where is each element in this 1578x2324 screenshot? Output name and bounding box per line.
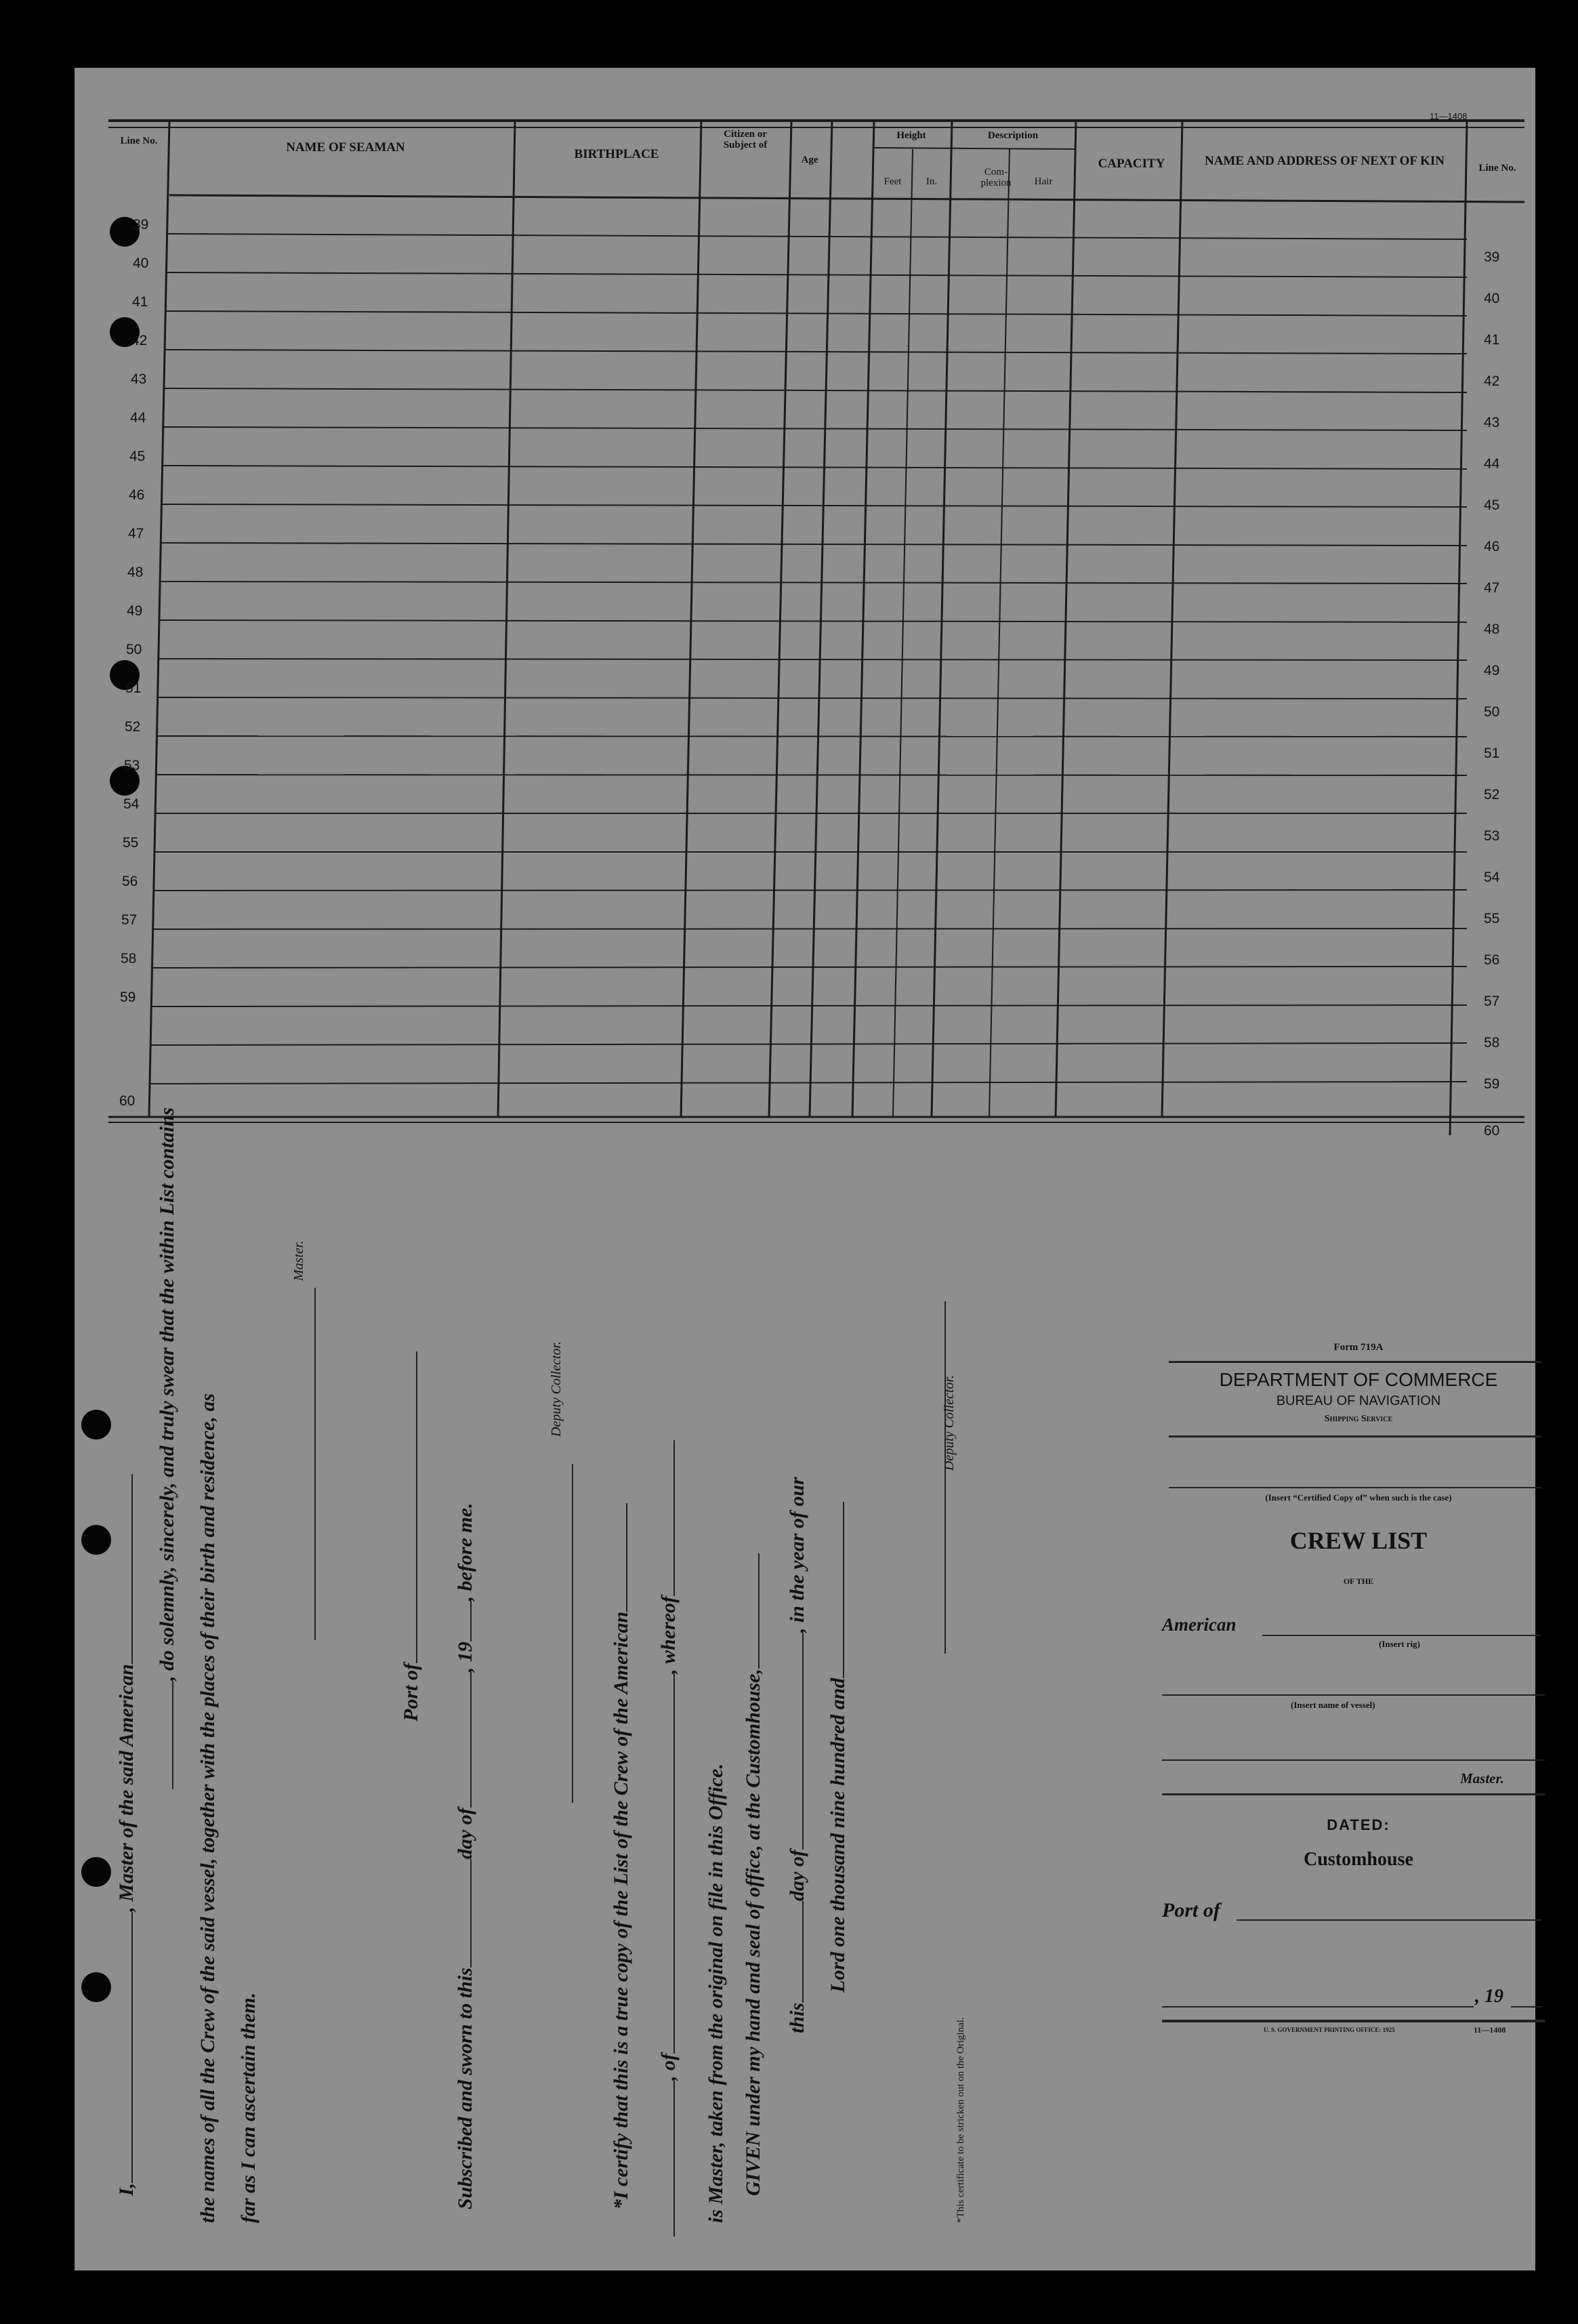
before-me: , before me. [454, 1503, 476, 1602]
line-number: 49 [127, 603, 143, 619]
line-number: 50 [1484, 704, 1500, 720]
oath-line-1 [156, 1107, 179, 1789]
is-master-text: is Master, taken from the original on file in this Office. [705, 1764, 727, 2223]
line-number: 57 [121, 912, 138, 928]
cover-year-19: , 19 [1475, 1986, 1503, 2007]
oath-deputy-collector [549, 1341, 564, 1437]
line-number: 40 [1484, 291, 1500, 306]
line-number: 51 [125, 680, 142, 696]
master-name-field[interactable] [131, 1912, 133, 2183]
cover-service: Shipping Service [1324, 1414, 1393, 1424]
header-birthplace: BIRTHPLACE [574, 147, 659, 161]
line-number: 39 [1484, 249, 1500, 265]
line-number: 45 [129, 449, 146, 464]
oath-line3: far as I can ascertain them. [237, 1992, 259, 2223]
line-number: 48 [127, 565, 144, 580]
subscribed-year-field[interactable] [470, 1601, 472, 1642]
deputy-collector-label: Deputy Collector. [549, 1341, 564, 1437]
cover-form-no: 11—1408 [1474, 2025, 1506, 2035]
oath-subscribed [454, 1503, 477, 2209]
line-number: 42 [131, 333, 148, 348]
port-field[interactable] [1237, 1919, 1541, 1921]
subscribed-year: , 19 [454, 1642, 476, 1673]
crew-table-grid [75, 68, 1535, 1152]
cover-rule [1162, 1793, 1545, 1795]
header-next-of-kin: NAME AND ADDRESS OF NEXT OF KIN [1204, 154, 1445, 168]
rig-field[interactable] [1262, 1635, 1541, 1636]
line-number: 48 [1484, 621, 1500, 637]
line-number: 53 [1484, 828, 1500, 844]
header-citizen: Citizen or Subject of [723, 129, 768, 150]
line-number: 55 [1484, 911, 1500, 926]
line-number: 58 [121, 951, 137, 966]
oath-line-3 [237, 1993, 260, 2223]
certified-copy-field[interactable] [1169, 1487, 1541, 1488]
cover-crew-list: CREW LIST [1289, 1527, 1428, 1554]
master-signature-field[interactable] [314, 1288, 316, 1640]
line-number: 44 [130, 410, 146, 426]
crew-list-page [75, 68, 1535, 2270]
certificate-deputy-signature [928, 1301, 951, 1654]
vessel-field[interactable] [131, 1474, 133, 1664]
cover-insert-certified: (Insert “Certified Copy of” when such is the case) [1265, 1492, 1452, 1503]
cover-customhouse: Customhouse [1304, 1849, 1413, 1870]
certify-day-field[interactable] [802, 1901, 804, 2003]
line-number: 49 [1484, 663, 1500, 678]
header-height: Height [896, 130, 926, 141]
certify-year-field[interactable] [843, 1502, 844, 1678]
cover-bureau: BUREAU OF NAVIGATION [1276, 1393, 1441, 1408]
line-number: 57 [1484, 994, 1500, 1009]
oath-port-of [400, 1351, 423, 1721]
date-field[interactable] [1162, 2006, 1474, 2007]
cover-dated: DATED: [1327, 1816, 1390, 1833]
master-label: Master. [291, 1240, 306, 1281]
cover-port-of: Port of [1162, 1899, 1220, 1921]
cover-american: American [1162, 1614, 1237, 1635]
certificate-line-2 [657, 1440, 680, 2237]
oath-line-i [115, 1474, 138, 2196]
line-number: 56 [122, 874, 138, 889]
oath-line1: , do solemnly, sincerely, and truly swear that the within List contains [156, 1107, 178, 1681]
cover-master: Master. [1460, 1770, 1504, 1787]
certificate-line-6 [827, 1502, 850, 1993]
cover-insert-rig: (Insert rig) [1379, 1639, 1421, 1649]
certify-text: *I certify that this is a true copy of the List of the Crew of the American [610, 1611, 632, 2209]
cert-deputy-label: Deputy Collector. [942, 1374, 957, 1471]
certify-master-field[interactable] [673, 1440, 675, 1596]
header-capacity: CAPACITY [1098, 157, 1165, 171]
cover-rule [1169, 1435, 1541, 1438]
certify-whereof: , whereof [657, 1596, 680, 1674]
punch-hole [81, 1410, 111, 1440]
certify-of: , of [657, 2054, 680, 2081]
certificate-line-1 [610, 1503, 633, 2209]
certificate-line-3 [705, 1764, 728, 2223]
header-description: Description [987, 130, 1039, 141]
header-feet: Feet [884, 176, 902, 187]
subscribed-day-field[interactable] [470, 1859, 472, 1968]
oath-line2: the names of all the Crew of the said vessel, together with the places of their birth and residence, as [196, 1393, 219, 2223]
line-number: 46 [1484, 539, 1500, 554]
cover-printing-office: U. S. GOVERNMENT PRINTING OFFICE: 1925 [1264, 2026, 1395, 2033]
year-field[interactable] [1511, 2006, 1541, 2007]
line-number: 47 [1484, 580, 1500, 596]
line-number: 52 [1484, 787, 1500, 802]
cover-department: DEPARTMENT OF COMMERCE [1219, 1369, 1498, 1390]
line-number: 39 [133, 217, 149, 232]
header-age: Age [801, 155, 818, 165]
certify-vessel-name-field[interactable] [673, 2081, 675, 2237]
line-number: 45 [1484, 497, 1500, 513]
port-field[interactable] [416, 1351, 417, 1663]
line-number: 59 [120, 990, 136, 1005]
punch-hole [81, 1525, 111, 1555]
line-number: 42 [1484, 373, 1500, 389]
footnote-text: *This certificate to be stricken out on the Original. [955, 2017, 966, 2223]
oath-master-label [291, 1241, 307, 1281]
certify-day-of: day of [786, 1850, 808, 1901]
header-complexion: Com-plexion [980, 167, 1012, 188]
line-number: 43 [131, 371, 147, 387]
oath-i: I, [115, 2182, 138, 2196]
header-line-no: Line No. [120, 136, 158, 146]
this-label: this [786, 2002, 808, 2033]
oath-line-2 [196, 1393, 220, 2223]
lord-text: Lord one thousand nine hundred and [827, 1677, 849, 1993]
subscribed-month-field[interactable] [470, 1672, 472, 1808]
cert-deputy-signature-field[interactable] [944, 1301, 946, 1654]
line-number: 40 [133, 256, 149, 271]
certify-vessel-field[interactable] [626, 1503, 627, 1612]
line-number: 44 [1484, 456, 1500, 472]
line-number: 41 [132, 294, 148, 310]
line-number: 58 [1484, 1035, 1500, 1051]
subscribed-label: Subscribed and sworn to this [454, 1968, 476, 2209]
header-hair: Hair [1034, 176, 1053, 187]
header-in: In. [926, 176, 938, 187]
given-text: GIVEN under my hand and seal of office, at the Customhouse, [742, 1669, 764, 2196]
certify-port-field[interactable] [673, 1674, 675, 2054]
cover-rule [1162, 2020, 1545, 2022]
customhouse-field[interactable] [758, 1553, 760, 1669]
oath-master-of: , Master of the said American [115, 1664, 138, 1912]
deputy-signature-field[interactable] [572, 1464, 573, 1803]
vessel-name-field[interactable] [172, 1681, 173, 1789]
punch-hole [81, 1972, 111, 2002]
punch-hole [81, 1857, 111, 1887]
line-number: 43 [1484, 415, 1500, 430]
certificate-line-5 [786, 1477, 809, 2033]
form-number-top: 11—1408 [1430, 111, 1468, 121]
master-name-field[interactable] [1162, 1759, 1545, 1761]
cover-insert-vessel: (Insert name of vessel) [1291, 1700, 1375, 1710]
line-number: 46 [129, 487, 145, 503]
header-line-no-right: Line No. [1478, 163, 1516, 174]
cover-rule [1169, 1361, 1541, 1363]
line-number: 60 [119, 1093, 136, 1109]
certify-month-field[interactable] [802, 1633, 804, 1850]
line-number: 54 [1484, 870, 1500, 885]
certificate-line-4 [742, 1553, 765, 2196]
line-number: 47 [128, 526, 144, 542]
line-number: 50 [126, 642, 142, 657]
certificate-footnote [955, 2017, 967, 2223]
oath-deputy-signature [556, 1464, 579, 1803]
cover-form-number: Form 719A [1333, 1342, 1384, 1353]
line-number: 60 [1484, 1123, 1500, 1139]
line-number: 52 [125, 719, 141, 735]
line-number: 59 [1484, 1076, 1500, 1092]
oath-signature-line [298, 1288, 321, 1640]
subscribed-day-of: day of [454, 1808, 476, 1860]
line-number: 53 [124, 758, 140, 773]
line-number: 54 [123, 796, 140, 812]
cover-of-the: OF THE [1343, 1576, 1374, 1586]
line-number: 41 [1484, 332, 1500, 348]
in-year-text: , in the year of our [786, 1477, 808, 1633]
vessel-name-field[interactable] [1162, 1694, 1545, 1696]
port-of-label: Port of [400, 1663, 422, 1721]
line-number: 51 [1484, 746, 1500, 761]
header-name-of-seaman: NAME OF SEAMAN [286, 140, 405, 155]
line-number: 55 [123, 835, 139, 851]
line-number: 56 [1484, 952, 1500, 968]
